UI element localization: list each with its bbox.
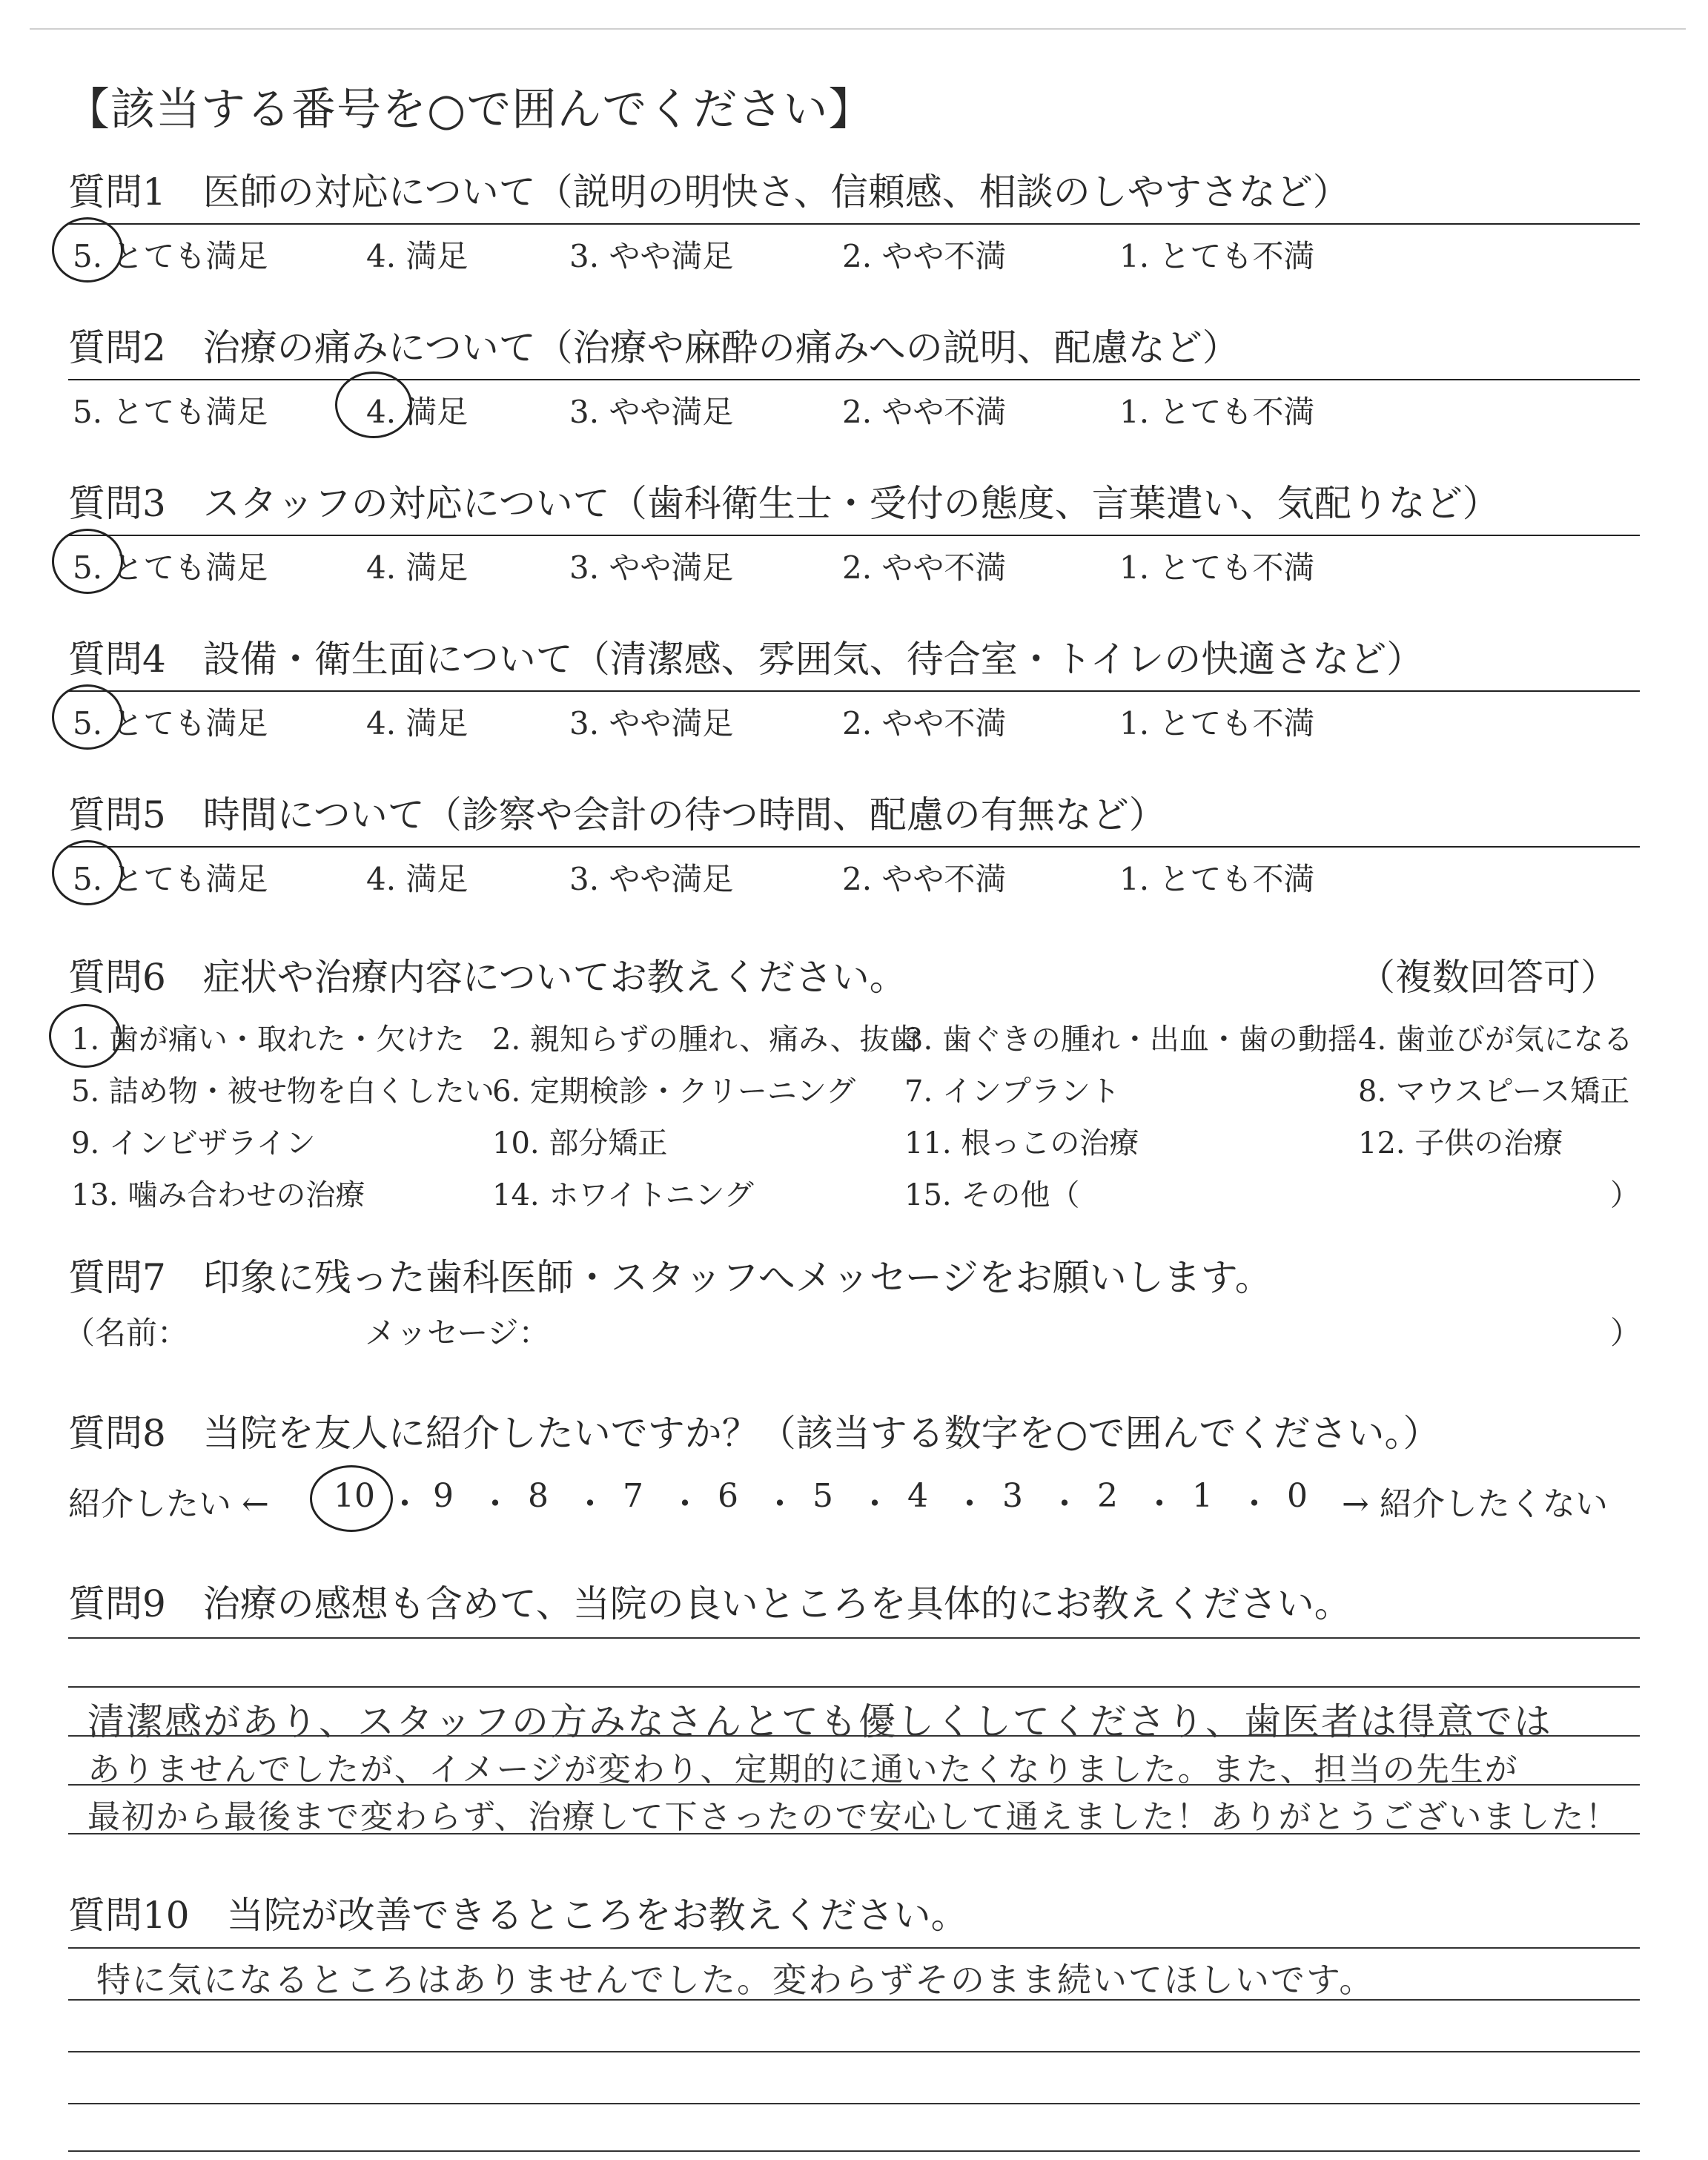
rating-options bbox=[68, 699, 1640, 751]
handwritten-answer-line: 清潔感があり、スタッフの方みなさんとても優しくしてくださり、歯医者は得意では bbox=[87, 1700, 1552, 1743]
option-4[interactable]: 4. 満足 bbox=[366, 394, 469, 430]
scale-dot: ・ bbox=[1143, 1485, 1176, 1523]
symptom-option[interactable]: 8. マウスピース矯正 bbox=[1358, 1074, 1630, 1109]
option-2[interactable]: 2. やや不満 bbox=[842, 861, 1007, 897]
question-2 bbox=[68, 328, 1640, 440]
scale-value-1[interactable]: 1 bbox=[1192, 1477, 1213, 1515]
scale-dot: ・ bbox=[574, 1485, 606, 1523]
selection-circle bbox=[310, 1465, 393, 1532]
message-row bbox=[64, 1309, 1642, 1361]
handwritten-answer-line: 特に気になるところはありませんでした。変わらずそのまま続いてほしいです。 bbox=[96, 1960, 1375, 2000]
other-close-paren: ） bbox=[1610, 1178, 1640, 1212]
selection-circle bbox=[52, 684, 123, 750]
rating-options bbox=[68, 232, 1640, 284]
option-1[interactable]: 1. とても不満 bbox=[1119, 549, 1315, 586]
selection-circle bbox=[52, 840, 123, 905]
question-rule bbox=[68, 535, 1640, 536]
question-title: 質問3 スタッフの対応について（歯科衛生士・受付の態度、言葉遣い、気配りなど） bbox=[68, 482, 1500, 525]
scale-dot: ・ bbox=[479, 1485, 512, 1523]
message-label: メッセージ： bbox=[365, 1315, 550, 1351]
scale-value-3[interactable]: 3 bbox=[1002, 1477, 1023, 1515]
answer-rule bbox=[68, 1686, 1640, 1688]
scale-value-10[interactable]: 10 bbox=[334, 1477, 375, 1515]
option-1[interactable]: 1. とても不満 bbox=[1119, 861, 1315, 897]
option-4[interactable]: 4. 満足 bbox=[366, 549, 469, 586]
question-5 bbox=[68, 795, 1640, 907]
close-paren: ） bbox=[1610, 1315, 1642, 1351]
option-1[interactable]: 1. とても不満 bbox=[1119, 705, 1315, 742]
symptom-option[interactable]: 14. ホワイトニング bbox=[492, 1178, 754, 1212]
question-title: 質問4 設備・衛生面について（清潔感、雰囲気、待合室・トイレの快適さなど） bbox=[68, 638, 1424, 681]
question-4 bbox=[68, 639, 1640, 751]
option-5[interactable]: 5. とても満足 bbox=[73, 705, 268, 742]
option-3[interactable]: 3. やや満足 bbox=[569, 238, 734, 274]
option-2[interactable]: 2. やや不満 bbox=[842, 705, 1007, 742]
scale-value-5[interactable]: 5 bbox=[812, 1477, 833, 1515]
question-title: 質問2 治療の痛みについて（治療や麻酔の痛みへの説明、配慮など） bbox=[68, 326, 1239, 369]
answer-rule bbox=[68, 1947, 1640, 1949]
selection-circle bbox=[52, 529, 123, 594]
instruction: 【該当する番号を○で囲んでください】 bbox=[65, 84, 874, 136]
scale-value-6[interactable]: 6 bbox=[718, 1477, 738, 1515]
selection-circle bbox=[49, 1004, 122, 1068]
option-2[interactable]: 2. やや不満 bbox=[842, 549, 1007, 586]
scale-right-label: → 紹介したくない bbox=[1342, 1485, 1608, 1523]
question-title: 質問10 当院が改善できるところをお教えください。 bbox=[68, 1894, 968, 1937]
scale-dot: ・ bbox=[1238, 1485, 1271, 1523]
question-10 bbox=[68, 1895, 1640, 1936]
scale-value-8[interactable]: 8 bbox=[528, 1477, 549, 1515]
question-title: 質問5 時間について（診察や会計の待つ時間、配慮の有無など） bbox=[68, 793, 1166, 836]
scale-value-0[interactable]: 0 bbox=[1287, 1477, 1308, 1515]
rating-options bbox=[68, 855, 1640, 907]
symptom-option[interactable]: 2. 親知らずの腫れ、痛み、抜歯 bbox=[492, 1023, 919, 1057]
symptom-option[interactable]: 3. 歯ぐきの腫れ・出血・歯の動揺 bbox=[904, 1023, 1357, 1057]
question-6-title: 質問6 症状や治療内容についてお教えください。 bbox=[68, 956, 907, 999]
question-3 bbox=[68, 483, 1640, 595]
question-rule bbox=[68, 223, 1640, 225]
question-9 bbox=[68, 1584, 1640, 1625]
symptom-option[interactable]: 4. 歯並びが気になる bbox=[1358, 1023, 1633, 1057]
name-label: （名前： bbox=[64, 1315, 189, 1351]
option-5[interactable]: 5. とても満足 bbox=[73, 394, 268, 430]
scale-value-7[interactable]: 7 bbox=[623, 1477, 643, 1515]
handwritten-answer-line: ありませんでしたが、イメージが変わり、定期的に通いたくなりました。また、担当の先生が bbox=[87, 1751, 1519, 1789]
question-rule bbox=[68, 846, 1640, 848]
symptom-option[interactable]: 1. 歯が痛い・取れた・欠けた bbox=[71, 1023, 465, 1057]
option-4[interactable]: 4. 満足 bbox=[366, 238, 469, 274]
symptom-option[interactable]: 6. 定期検診・クリーニング bbox=[492, 1074, 856, 1109]
selection-circle bbox=[335, 371, 412, 438]
question-8 bbox=[68, 1413, 1640, 1454]
option-1[interactable]: 1. とても不満 bbox=[1119, 394, 1315, 430]
scale-value-2[interactable]: 2 bbox=[1097, 1477, 1118, 1515]
scale-dot: ・ bbox=[953, 1485, 986, 1523]
symptom-option[interactable]: 11. 根っこの治療 bbox=[904, 1126, 1139, 1160]
question-rule bbox=[68, 690, 1640, 692]
symptom-option[interactable]: 10. 部分矯正 bbox=[492, 1126, 668, 1160]
rating-options bbox=[68, 388, 1640, 440]
option-3[interactable]: 3. やや満足 bbox=[569, 705, 734, 742]
option-5[interactable]: 5. とても満足 bbox=[73, 861, 268, 897]
question-title: 質問1 医師の対応について（説明の明快さ、信頼感、相談のしやすさなど） bbox=[68, 171, 1350, 214]
scale-dot: ・ bbox=[858, 1485, 891, 1523]
symptom-option[interactable]: 5. 詰め物・被せ物を白くしたい bbox=[71, 1074, 494, 1109]
question-title: 質問9 治療の感想も含めて、当院の良いところを具体的にお教えください。 bbox=[68, 1582, 1351, 1625]
symptom-option[interactable]: 12. 子供の治療 bbox=[1358, 1126, 1563, 1160]
question-rule bbox=[68, 379, 1640, 380]
question-title: 質問7 印象に残った歯科医師・スタッフへメッセージをお願いします。 bbox=[68, 1256, 1272, 1299]
answer-rule bbox=[68, 2051, 1640, 2052]
answer-rule bbox=[68, 1637, 1640, 1639]
symptom-option[interactable]: 9. インビザライン bbox=[71, 1126, 316, 1160]
question-title: 質問8 当院を友人に紹介したいですか？（該当する数字を○で囲んでください。） bbox=[68, 1412, 1440, 1455]
rating-options bbox=[68, 544, 1640, 595]
question-1 bbox=[68, 172, 1640, 284]
handwritten-answer-line: 最初から最後まで変わらず、治療して下さったので安心して通えました！ありがとうございました！ bbox=[87, 1798, 1620, 1836]
answer-rule bbox=[68, 2150, 1640, 2152]
symptom-option[interactable]: 13. 噛み合わせの治療 bbox=[71, 1178, 365, 1212]
option-4[interactable]: 4. 満足 bbox=[366, 705, 469, 742]
scale-dot: ・ bbox=[388, 1485, 421, 1523]
option-2[interactable]: 2. やや不満 bbox=[842, 394, 1007, 430]
top-rule bbox=[30, 28, 1686, 30]
option-1[interactable]: 1. とても不満 bbox=[1119, 238, 1315, 274]
question-7 bbox=[64, 1256, 1642, 1361]
option-3[interactable]: 3. やや満足 bbox=[569, 394, 734, 430]
option-5[interactable]: 5. とても満足 bbox=[73, 238, 268, 274]
option-4[interactable]: 4. 満足 bbox=[366, 861, 469, 897]
question-6-note: （複数回答可） bbox=[1358, 956, 1618, 999]
symptom-option[interactable]: 7. インプラント bbox=[904, 1074, 1120, 1109]
scale-dot: ・ bbox=[669, 1485, 701, 1523]
symptom-option[interactable]: 15. その他（ bbox=[904, 1178, 1080, 1212]
answer-rule bbox=[68, 2103, 1640, 2104]
option-2[interactable]: 2. やや不満 bbox=[842, 238, 1007, 274]
scale-value-4[interactable]: 4 bbox=[907, 1477, 928, 1515]
scale-value-9[interactable]: 9 bbox=[433, 1477, 454, 1515]
scale-dot: ・ bbox=[1048, 1485, 1081, 1523]
scale-left-label: 紹介したい ← bbox=[68, 1485, 269, 1523]
option-5[interactable]: 5. とても満足 bbox=[73, 549, 268, 586]
option-3[interactable]: 3. やや満足 bbox=[569, 861, 734, 897]
selection-circle bbox=[52, 217, 123, 283]
option-3[interactable]: 3. やや満足 bbox=[569, 549, 734, 586]
scale-dot: ・ bbox=[764, 1485, 796, 1523]
